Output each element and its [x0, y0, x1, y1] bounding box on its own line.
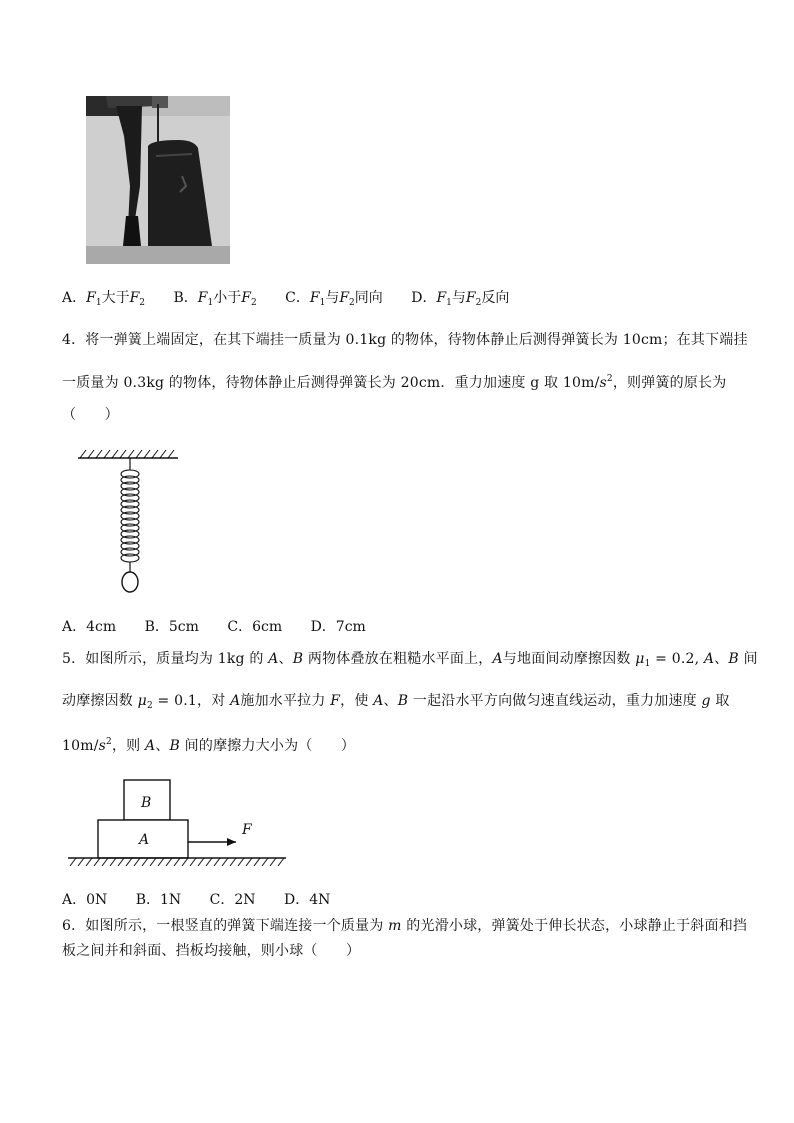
q4-options [62, 616, 390, 636]
blocks-diagram [66, 776, 290, 870]
q5-stem-line2: 动摩擦因数 $\mu_2 = 0.1$，对 A施加水平拉力 F，使 A、B 一起沿水平方向做匀速直线运动，重力加速度 g 取 [62, 693, 730, 711]
q6-stem-line2: 板之间并和斜面、挡板均接触，则小球（ ） [62, 943, 361, 959]
ground-hatch [70, 858, 284, 866]
q3-option-c[interactable]: C．$F_1$与$F_2$同向 [285, 290, 383, 308]
q5-options [62, 889, 354, 909]
block-b-label: B [141, 795, 152, 811]
q5-stem-line1: 5．如图所示，质量均为 1kg 的 A、B 两物体叠放在粗糙水平面上，A与地面间动摩擦因数 $\mu_1 = 0.2$, A、B 间 [62, 651, 758, 669]
q3-option-a[interactable]: A．$F_1$大于$F_2$ [62, 290, 146, 308]
q5-option-a[interactable]: A．0N [62, 892, 108, 908]
q5-option-d[interactable]: D．4N [283, 892, 331, 908]
force-label: F [242, 822, 252, 838]
q4-option-d[interactable]: D．7cm [310, 619, 366, 635]
suitcase-photo-drawing [86, 96, 230, 264]
q3-options [62, 287, 533, 308]
q4-answer-brackets: （ ） [62, 407, 119, 423]
q6-stem-line1: 6．如图所示，一根竖直的弹簧下端连接一个质量为 m 的光滑小球，弹簧处于伸长状态，小球静止于斜面和挡 [62, 918, 748, 934]
q4-option-a[interactable]: A．4cm [62, 619, 117, 635]
q5-option-b[interactable]: B．1N [135, 892, 182, 908]
q5-option-c[interactable]: C．2N [209, 892, 256, 908]
q3-option-d[interactable]: D．$F_1$与$F_2$反向 [411, 290, 510, 308]
block-a-label: A [139, 832, 150, 848]
q3-option-b[interactable]: B．$F_1$小于$F_2$ [173, 290, 257, 308]
q5-stem-line3: $10m/s^2$，则 A、B 间的摩擦力大小为（ ） [62, 737, 356, 754]
spring-diagram [74, 446, 184, 596]
suitcase-photo [86, 96, 230, 264]
q4-stem-line2: 一质量为 0.3kg 的物体，待物体静止后测得弹簧长为 20cm．重力加速度 g 取 $10m/s^2$，则弹簧的原长为 [62, 374, 727, 391]
q4-stem-line1: 4．将一弹簧上端固定，在其下端挂一质量为 0.1kg 的物体，待物体静止后测得弹簧长为 10cm；在其下端挂 [62, 332, 748, 348]
q4-option-c[interactable]: C．6cm [227, 619, 283, 635]
q4-option-b[interactable]: B．5cm [144, 619, 199, 635]
